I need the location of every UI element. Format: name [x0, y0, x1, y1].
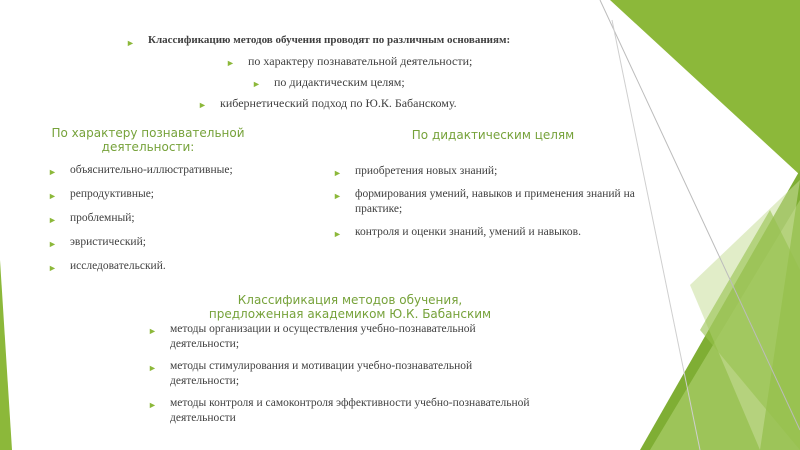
top-list-item: [252, 73, 405, 91]
bottom-heading-line2: предложенная академиком Ю.К. Бабанским: [208, 307, 492, 321]
list-item-text: проблемный;: [70, 212, 135, 224]
list-item-text: методы организации и осуществления учебно‑познавательной деятельности;: [170, 323, 476, 350]
bullet-icon: ►: [48, 215, 57, 225]
bullet-icon: ►: [148, 400, 157, 410]
top-item-text: по дидактическим целям;: [274, 75, 405, 89]
bullet-icon: ►: [148, 363, 157, 373]
bullet-icon: ►: [333, 168, 342, 178]
right-column-list: [333, 164, 653, 240]
right-column: [333, 128, 653, 248]
top-item-text: кибернетический подход по Ю.К. Бабанскому.: [220, 96, 457, 110]
top-list-item: [198, 94, 457, 112]
top-list-item: [226, 52, 472, 70]
list-item: [48, 163, 318, 178]
left-heading-line2: деятельности:: [101, 140, 195, 154]
list-item: [333, 225, 665, 240]
list-item-text: методы контроля и самоконтроля эффективности учебно‑познавательной деятельности: [170, 397, 530, 424]
list-item-text: контроля и оценки знаний, умений и навыков.: [355, 226, 581, 238]
list-item: [148, 322, 538, 352]
list-item: [148, 396, 538, 426]
left-heading-line1: По характеру познавательной: [51, 126, 245, 140]
bullet-icon: ►: [48, 239, 57, 249]
bullet-icon: ►: [148, 326, 157, 336]
list-item: [48, 211, 318, 226]
list-item: [48, 259, 318, 274]
top-intro-text: Классификацию методов обучения проводят по различным основаниям:: [148, 34, 511, 46]
bullet-icon: ►: [333, 229, 342, 239]
list-item-text: методы стимулирования и мотивации учебно‑познавательной деятельности;: [170, 360, 473, 387]
bullet-icon: ►: [198, 100, 207, 110]
bullet-icon: ►: [333, 191, 342, 201]
left-column-list: [48, 163, 318, 274]
bottom-list: [148, 322, 538, 433]
bottom-heading: [170, 293, 530, 321]
top-intro-item: [126, 30, 510, 48]
bullet-icon: ►: [126, 38, 135, 48]
bullet-icon: ►: [48, 167, 57, 177]
list-item: [48, 235, 318, 250]
list-item-text: приобретения новых знаний;: [355, 165, 498, 177]
list-item: [333, 164, 653, 179]
bullet-icon: ►: [226, 58, 235, 68]
list-item: [333, 187, 655, 217]
left-column: [48, 126, 318, 283]
list-item-text: объяснительно‑иллюстративные;: [70, 164, 233, 176]
top-item-text: по характеру познавательной деятельности;: [248, 54, 473, 68]
right-column-heading: По дидактическим целям: [411, 128, 575, 142]
list-item-text: исследовательский.: [70, 260, 166, 272]
list-item-text: репродуктивные;: [70, 188, 155, 200]
bullet-icon: ►: [252, 79, 261, 89]
bullet-icon: ►: [48, 263, 57, 273]
bottom-heading-line1: Классификация методов обучения,: [237, 293, 463, 307]
bullet-icon: ►: [48, 191, 57, 201]
list-item-text: эвристический;: [70, 236, 146, 248]
left-column-heading: [48, 126, 248, 154]
list-item: [48, 187, 318, 202]
list-item: [148, 359, 538, 389]
list-item-text: формирования умений, навыков и применения знаний на практике;: [355, 188, 635, 215]
